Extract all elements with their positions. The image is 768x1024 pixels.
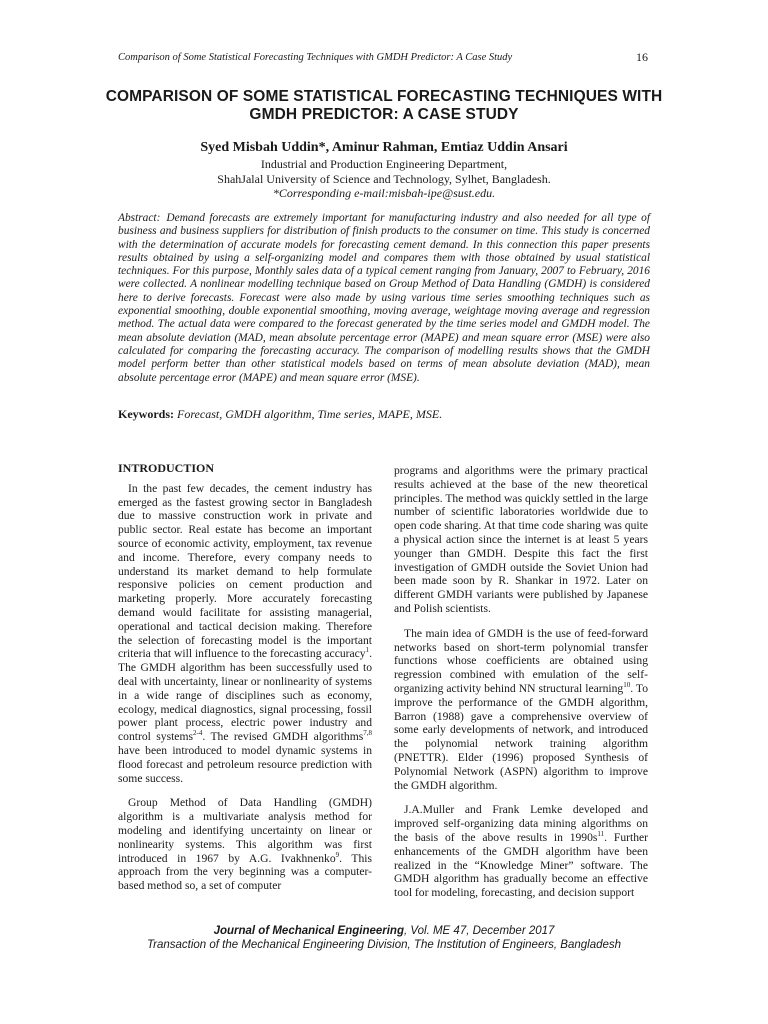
- keywords-label: Keywords:: [118, 407, 174, 421]
- paragraph-text: have been introduced to model dynamic systems in flood forecast and petroleum resource prediction with some success.: [118, 743, 372, 785]
- journal-footer: [100, 924, 668, 952]
- paragraph: [118, 796, 372, 893]
- paragraph: [394, 803, 648, 900]
- abstract: [118, 212, 650, 385]
- section-heading-introduction: INTRODUCTION: [118, 461, 215, 475]
- citation: 10: [623, 681, 631, 690]
- paper-title-line-2: GMDH PREDICTOR: A CASE STUDY: [249, 106, 519, 123]
- journal-citation: [100, 924, 668, 938]
- paper-title-line-1: COMPARISON OF SOME STATISTICAL FORECASTING TECHNIQUES WITH: [105, 88, 663, 105]
- paragraph-text: The main idea of GMDH is the use of feed-forward networks based on short-term polynomial transfer functions whose coefficients are obtained using regression combined with emulation of the self-organizing activity behind NN structural learning: [394, 626, 648, 695]
- citation: 7,8: [363, 729, 372, 738]
- paragraph-text: J.A.Muller and Frank Lemke developed and improved self-organizing data mining algorithms on the basis of the above results in 1990s: [394, 803, 648, 844]
- abstract-label: Abstract:: [118, 212, 161, 224]
- affiliation-university: ShahJalal University of Science and Technology, Sylhet, Bangladesh.: [217, 172, 551, 186]
- paragraph: [118, 482, 372, 786]
- keywords-text: Forecast, GMDH algorithm, Time series, MAPE, MSE.: [177, 407, 443, 421]
- journal-transaction: Transaction of the Mechanical Engineering Division, The Institution of Engineers, Bangladesh: [146, 939, 622, 951]
- running-header: [118, 50, 648, 68]
- paragraph: programs and algorithms were the primary practical results achieved at the base of the new theoretical principles. The method was quickly settled in the large number of scientific laboratories worldwide due to open code sharing. At that time code sharing was quite a physical action since the internet is at least 5 years younger than GMDH. Despite this fact the first investigation of GMDH outside the Soviet Union had been made soon by R. Shankar in 1972. Later on different GMDH variants were published by Japanese and Polish scientists.: [394, 464, 648, 615]
- citation: 11: [597, 830, 605, 839]
- running-title: Comparison of Some Statistical Forecasting Techniques with GMDH Predictor: A Case Study: [118, 52, 513, 63]
- keywords: [118, 407, 650, 422]
- abstract-text: Demand forecasts are extremely important for manufacturing industry and also needed for all type of business and business suppliers for distribution of finish products to the consumer on time. This study is concerned with the determination of accurate models for forecasting cement demand. In this connection this paper presents results obtained by using a self-organizing model and compares them with those obtained by usual statistical techniques. For this purpose, Monthly sales data of a typical cement ranging from January, 2007 to February, 2016 were collected. A nonlinear modelling technique based on Group Method of Data Handling (GMDH) is considered here to derive forecasts. Forecast were also made by using various time series smoothing techniques such as exponential smoothing, double exponential smoothing, moving average, weightage moving average and regression method. The actual data were compared to the forecast generated by the time series model and GMDH model. The mean absolute deviation (MAD, mean absolute percentage error (MAPE) and mean square error (MSE) were also calculated for comparing the forecasting accuracy. The comparison of modelling results shows that the GMDH model perform better than other statistical models based on terms of mean absolute deviation (MAD), mean absolute percentage error (MAPE) and mean square error (MSE).: [118, 212, 650, 384]
- left-column: [118, 462, 372, 904]
- paragraph-text: . The GMDH algorithm has been successfully used to deal with uncertainty, linear or nonlinearity of systems in a wide range of disciplines such as economy, ecology, medical diagnostics, signal processing, fossil power plant process, electric power industry and control systems: [118, 647, 372, 744]
- journal-volume: , Vol. ME 47, December 2017: [404, 925, 555, 937]
- paragraph-text: . The revised GMDH algorithms: [202, 730, 364, 744]
- citation: 9: [335, 850, 340, 859]
- paragraph-text: . Further enhancements of the GMDH algorithm have been realized in the “Knowledge Miner” software. The GMDH algorithm has gradually become an effective tool for modeling, forecasting, and decision support: [394, 830, 648, 900]
- paragraph-text: . This approach from the very beginning was a computer-based method so, a set of computer: [118, 851, 372, 893]
- author-list: Syed Misbah Uddin*, Aminur Rahman, Emtiaz Uddin Ansari: [200, 140, 568, 155]
- affiliation-department: Industrial and Production Engineering Department,: [260, 157, 508, 171]
- journal-name: Journal of Mechanical Engineering: [213, 925, 404, 937]
- right-column: [394, 464, 648, 911]
- paper-title: [100, 88, 668, 124]
- paragraph-text: In the past few decades, the cement industry has emerged as the fastest growing sector in Bangladesh due to massive construction work in private and public sector. Real estate has become an important source of economic activity, employment, tax revenue and income. Therefore, every company needs to understand its market demand to help formulate responsive policies on cement production and marketing properly. More accurately forecasting demand would facilitate for assisting managerial, operational and tactical decision making. Therefore the selection of forecasting model is the important criteria that will influence to the forecasting accuracy: [118, 481, 372, 661]
- citation: 2-4: [192, 729, 203, 738]
- paragraph-text: Group Method of Data Handling (GMDH) algorithm is a multivariate analysis method for modeling and identifying uncertainty on linear or nonlinearity systems. This algorithm was first introduced in 1967 by A.G. Ivakhnenko: [118, 796, 372, 865]
- paragraph: [394, 627, 648, 793]
- paragraph-text: . To improve the performance of the GMDH algorithm, Barron (1988) gave a comprehensive overview of some early developments of network, and introduced the polynomial network training algorithm (PNETTR). Elder (1996) proposed Synthesis of Polynomial Network (ASPN) algorithm to improve the GMDH algorithm.: [394, 681, 648, 792]
- page-number: 16: [636, 50, 648, 64]
- citation: 1: [365, 646, 370, 655]
- corresponding-email: *Corresponding e-mail:misbah-ipe@sust.edu.: [272, 186, 496, 200]
